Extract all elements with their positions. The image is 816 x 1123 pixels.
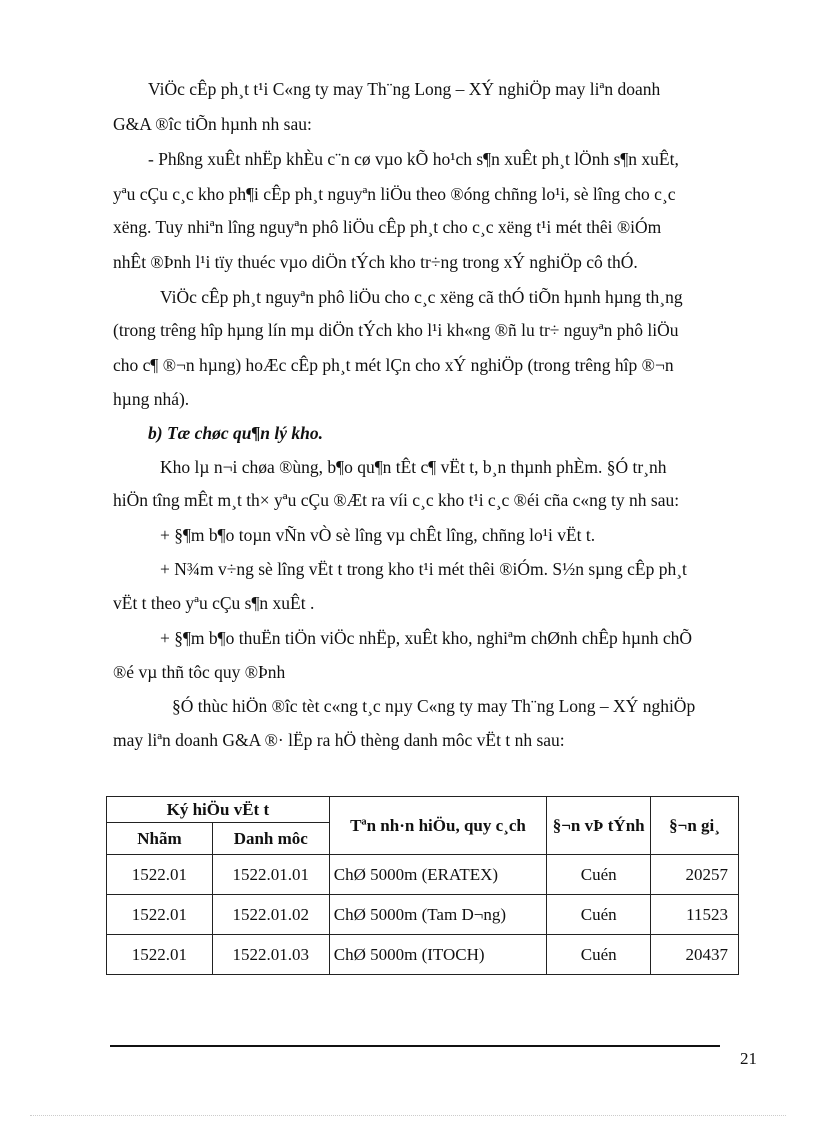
- bullet3-line1: + §¶m b¶o thuËn tiÖn viÖc nhËp, xuÊt kho, nghiªm chØnh chÊp hµnh chÕ: [160, 628, 693, 648]
- para2-line3: xëng. Tuy nhiªn lîng nguyªn phô liÖu cÊp ph¸t cho c¸c xëng t¹i mét thêi ®iÓm: [113, 217, 662, 237]
- page-number: 21: [740, 1049, 757, 1068]
- cell-price: 20437: [651, 935, 739, 975]
- para1-line2: G&A ®îc tiÕn hµnh nh sau:: [113, 114, 312, 134]
- para5-line2: may liªn doanh G&A ®· lËp ra hÖ thèng danh môc vËt t nh sau:: [113, 730, 565, 750]
- cell-code: 1522.01.02: [212, 895, 329, 935]
- para3-line1: ViÖc cÊp ph¸t nguyªn phô liÖu cho c¸c xëng cã thÓ tiÕn hµnh hµng th¸ng: [160, 287, 683, 307]
- para2-line4: nhÊt ®Þnh l¹i tïy thuéc vµo diÖn tÝch kho tr÷ng trong xÝ nghiÖp cô thÓ.: [113, 252, 638, 272]
- para1-line1: ViÖc cÊp ph¸t t¹i C«ng ty may Th¨ng Long – XÝ nghiÖp may liªn doanh: [148, 79, 661, 99]
- cell-name: ChØ 5000m (Tam D¬ng): [329, 895, 547, 935]
- para2-line2: yªu cÇu c¸c kho ph¶i cÊp ph¸t nguyªn liÖu theo ®óng chñng lo¹i, sè lîng cho c¸c: [113, 184, 676, 204]
- cell-unit: Cuén: [547, 895, 651, 935]
- materials-table: [106, 796, 739, 975]
- page-bottom-divider: [30, 1115, 786, 1116]
- para4-line2: hiÖn tîng mÊt m¸t th× yªu cÇu ®Æt ra víi c¸c kho t¹i c¸c ®éi cña c«ng ty nh sau:: [113, 490, 680, 510]
- cell-group: 1522.01: [107, 895, 213, 935]
- header-col-group: Nhãm: [107, 823, 213, 855]
- cell-code: 1522.01.01: [212, 855, 329, 895]
- cell-name: ChØ 5000m (ITOCH): [329, 935, 547, 975]
- section-heading: b) Tæ chøc qu¶n lý kho.: [148, 423, 323, 443]
- bullet2-line2: vËt t theo yªu cÇu s¶n xuÊt .: [113, 593, 315, 613]
- para5-line1: §Ó thùc hiÖn ®îc tèt c«ng t¸c nµy C«ng ty may Th¨ng Long – XÝ nghiÖp: [172, 696, 696, 716]
- bullet1: + §¶m b¶o toµn vÑn vÒ sè lîng vµ chÊt lîng, chñng lo¹i vËt t.: [160, 525, 596, 545]
- para4-line1: Kho lµ n¬i chøa ®ùng, b¶o qu¶n tÊt c¶ vËt t, b¸n thµnh phÈm. §Ó tr¸nh: [160, 457, 667, 477]
- cell-name: ChØ 5000m (ERATEX): [329, 855, 547, 895]
- para2-line1: - Phßng xuÊt nhËp khÈu c¨n cø vµo kÕ ho¹ch s¶n xuÊt ph¸t lÖnh s¶n xuÊt,: [148, 149, 679, 169]
- header-unit: §¬n vÞ tÝnh: [547, 797, 651, 855]
- cell-price: 20257: [651, 855, 739, 895]
- table-row: [107, 935, 739, 975]
- bullet3-line2: ®é vµ thñ tôc quy ®Þnh: [113, 662, 286, 682]
- header-price: §¬n gi¸: [651, 797, 739, 855]
- cell-unit: Cuén: [547, 855, 651, 895]
- cell-group: 1522.01: [107, 935, 213, 975]
- header-col-code: Danh môc: [212, 823, 329, 855]
- table-row: [107, 855, 739, 895]
- cell-group: 1522.01: [107, 855, 213, 895]
- para3-line3: cho c¶ ®¬n hµng) hoÆc cÊp ph¸t mét lÇn cho xÝ nghiÖp (trong trêng hîp ®¬n: [113, 355, 674, 375]
- cell-price: 11523: [651, 895, 739, 935]
- bullet2-line1: + N¾m v÷ng sè lîng vËt t trong kho t¹i mét thêi ®iÓm. S½n sµng cÊp ph¸t: [160, 559, 687, 579]
- table-row: [107, 895, 739, 935]
- header-group: Ký hiÖu vËt t: [107, 797, 330, 823]
- cell-code: 1522.01.03: [212, 935, 329, 975]
- header-name: Tªn nh·n hiÖu, quy c¸ch: [329, 797, 547, 855]
- footer-rule: [110, 1045, 720, 1047]
- para3-line4: hµng nhá).: [113, 389, 190, 409]
- para3-line2: (trong trêng hîp hµng lín mµ diÖn tÝch kho l¹i kh«ng ®ñ lu tr÷ nguyªn phô liÖu: [113, 320, 679, 340]
- cell-unit: Cuén: [547, 935, 651, 975]
